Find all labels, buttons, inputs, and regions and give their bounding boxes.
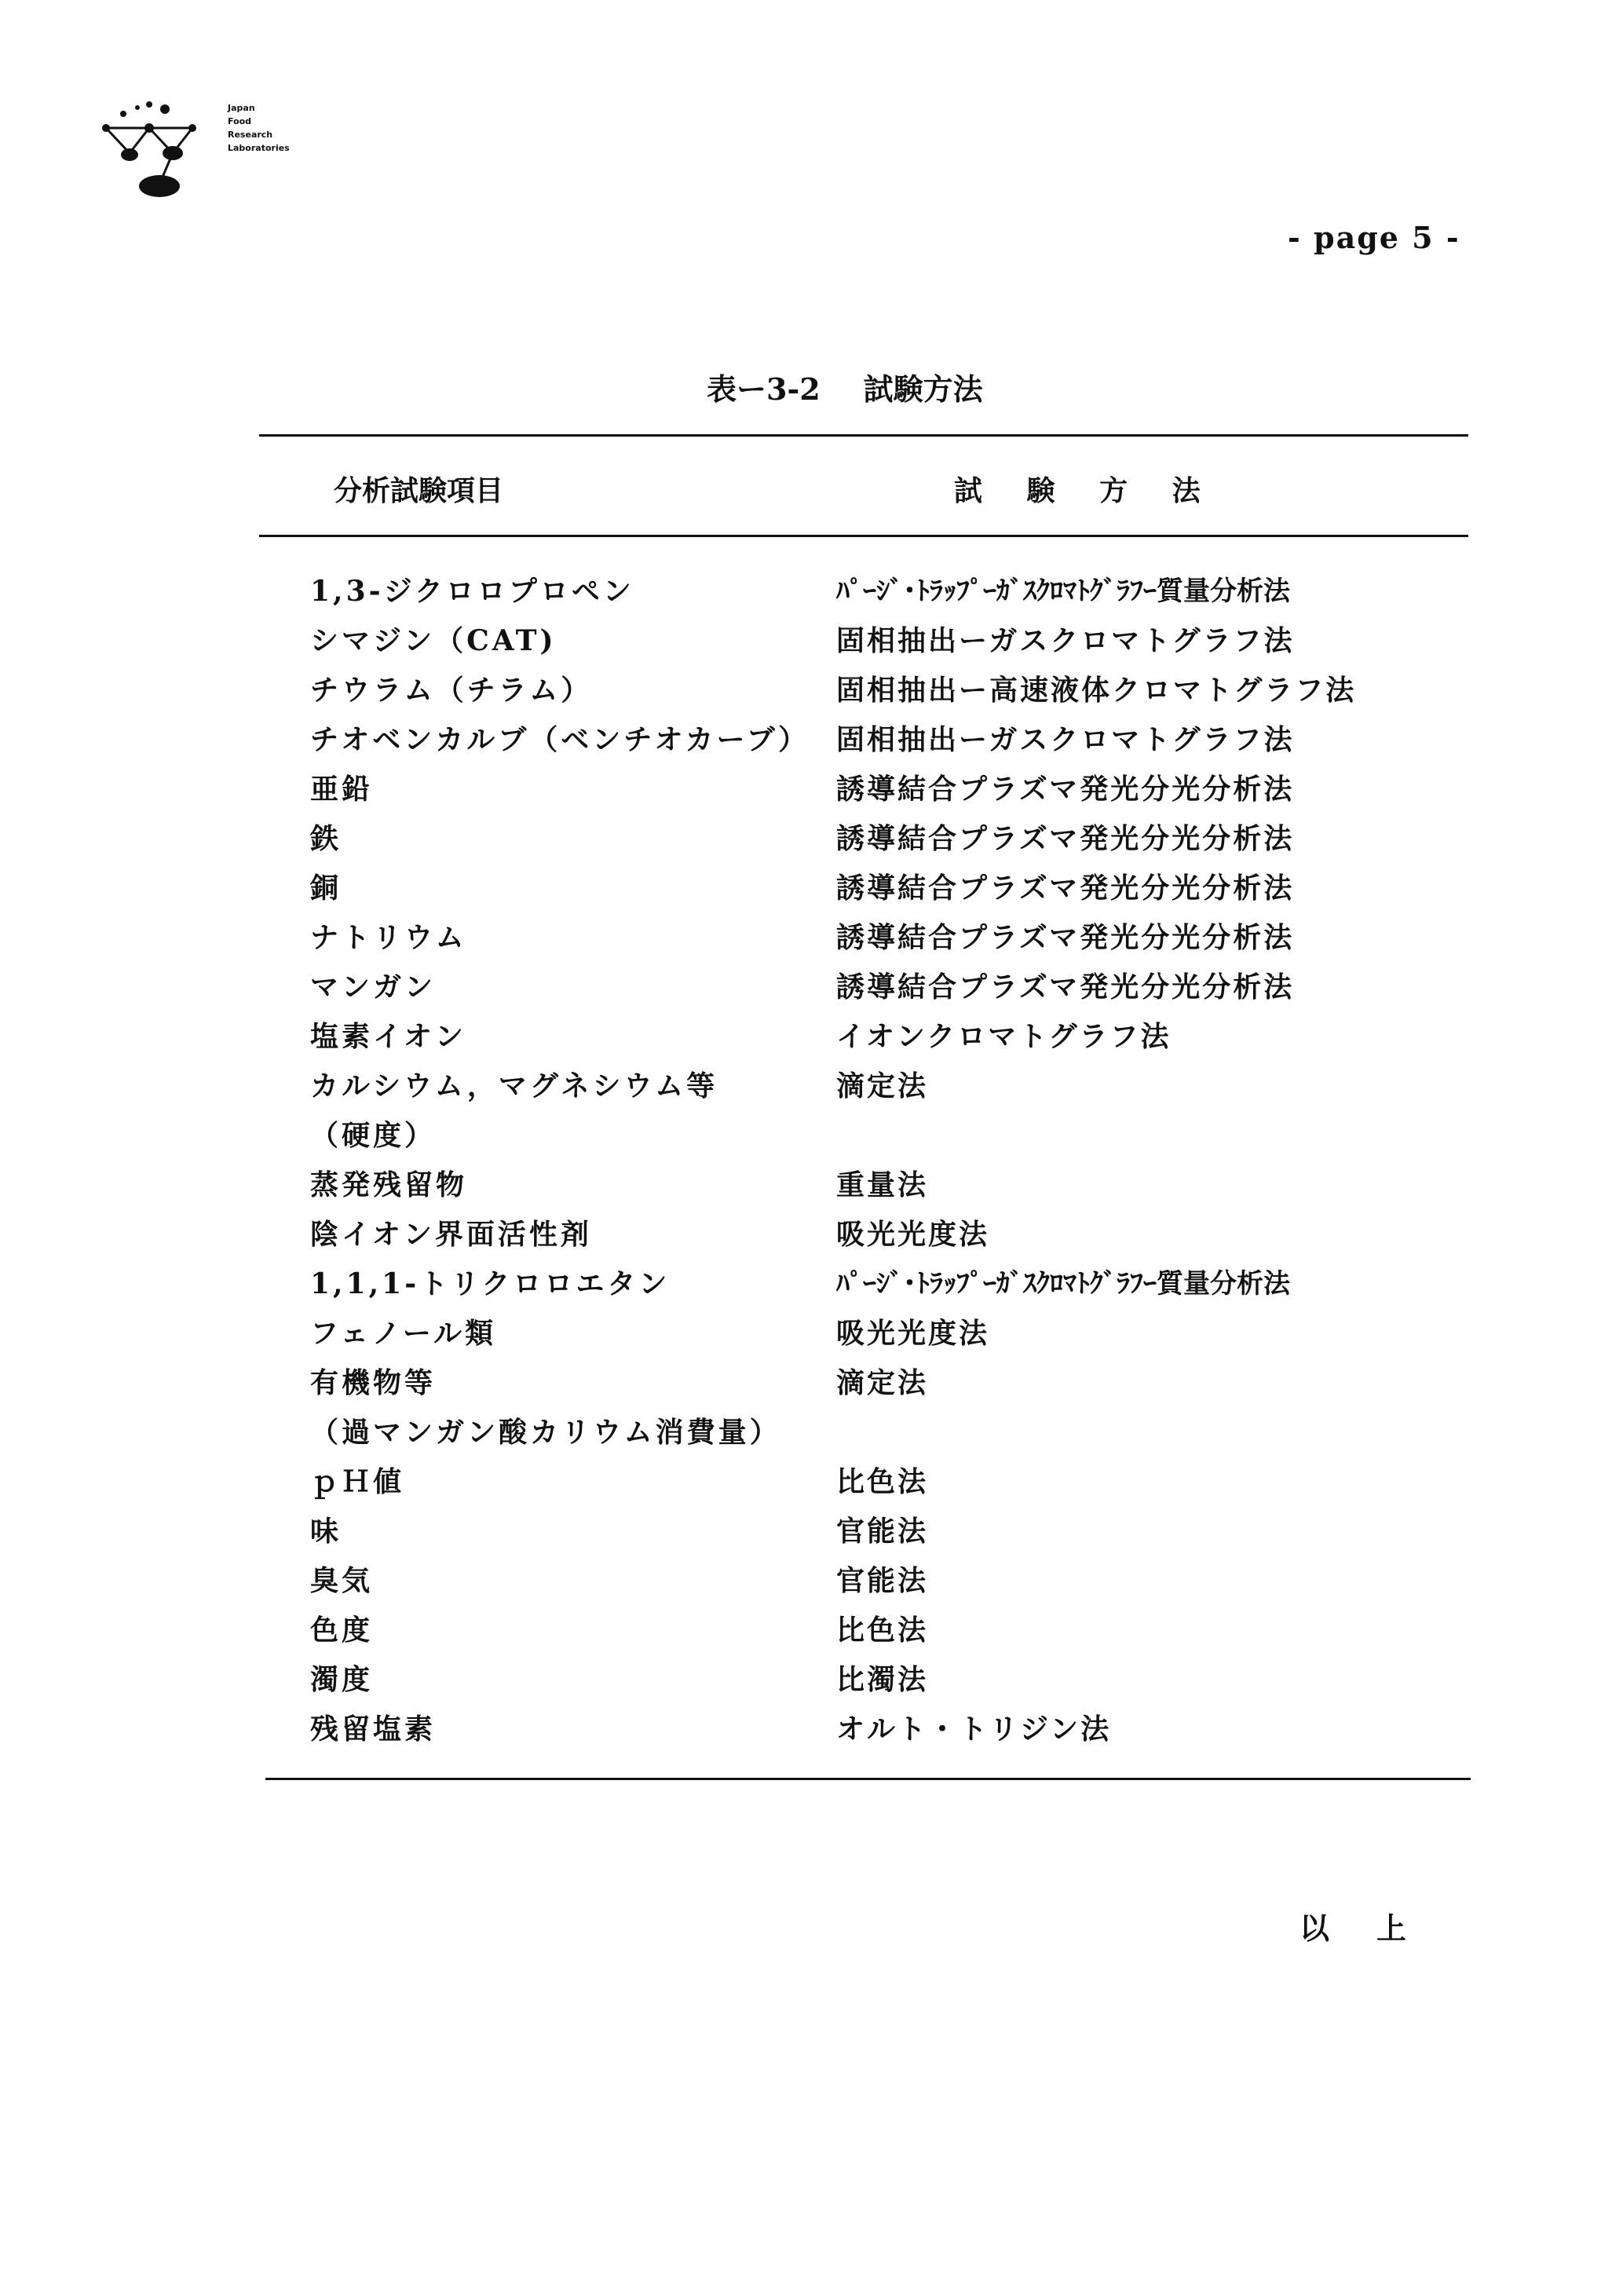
analysis-item: 陰イオン界面活性剤: [310, 1218, 592, 1251]
page-number: - page 5 -: [1288, 220, 1460, 255]
test-method: 滴定法: [836, 1069, 929, 1102]
logo-line: Food: [228, 116, 252, 126]
analysis-item: 蒸発残留物: [310, 1168, 468, 1201]
analysis-item: チオベンカルブ（ベンチオカーブ）: [310, 723, 810, 756]
analysis-item: フェノール類: [310, 1317, 497, 1350]
test-method: ﾊﾟｰｼﾞ･ﾄﾗｯﾌﾟｰｶﾞｽｸﾛﾏﾄｸﾞﾗﾌｰ質量分析法: [836, 1268, 1290, 1300]
test-method: 誘導結合プラズマ発光分光分析法: [836, 971, 1295, 1004]
logo-line: Laboratories: [228, 143, 290, 153]
analysis-item: （硬度）: [310, 1119, 437, 1152]
analysis-item: 有機物等: [310, 1366, 437, 1399]
lab-logo: [90, 98, 326, 212]
table-row: [310, 864, 1457, 913]
molecule-logo-icon: [90, 98, 224, 200]
test-method: 比色法: [836, 1614, 929, 1647]
test-method: 誘導結合プラズマ発光分光分析法: [836, 773, 1295, 806]
test-method: オルト・トリジン法: [836, 1713, 1112, 1746]
table-row: [310, 715, 1457, 765]
column-header-item: 分析試験項目: [334, 474, 504, 507]
analysis-item: 1,1,1-トリクロロエタン: [310, 1267, 671, 1300]
table-row: [310, 814, 1457, 864]
analysis-item: カルシウム，マグネシウム等: [310, 1069, 718, 1102]
table-header-rule: [259, 535, 1468, 537]
test-method: 固相抽出ー高速液体クロマトグラフ法: [836, 674, 1357, 707]
analysis-item: 銅: [310, 872, 342, 905]
table-row: [310, 1111, 1457, 1161]
analysis-item: ナトリウム: [310, 921, 467, 954]
table-body: [310, 567, 1457, 1754]
table-row: [310, 1655, 1457, 1705]
test-method: 固相抽出ーガスクロマトグラフ法: [836, 723, 1295, 756]
test-method: 官能法: [836, 1515, 929, 1548]
table-row: [310, 1408, 1457, 1457]
logo-line: Research: [228, 130, 273, 140]
test-method: 比色法: [836, 1465, 929, 1498]
test-method: 誘導結合プラズマ発光分光分析法: [836, 921, 1295, 954]
analysis-item: 残留塩素: [310, 1713, 437, 1746]
test-method: 固相抽出ーガスクロマトグラフ法: [836, 624, 1295, 657]
table-row: [310, 1062, 1457, 1111]
analysis-item: 臭気: [310, 1564, 374, 1597]
analysis-item: ｐＨ値: [310, 1465, 405, 1498]
table-row: [310, 616, 1457, 666]
analysis-item: 亜鉛: [310, 773, 374, 806]
table-row: [310, 1606, 1457, 1655]
analysis-item: 濁度: [310, 1663, 374, 1696]
table-row: [310, 1358, 1457, 1408]
table-number: 表ー3-2: [707, 371, 821, 407]
table-row: [310, 666, 1457, 715]
test-method: 官能法: [836, 1564, 929, 1597]
test-method: 滴定法: [836, 1366, 929, 1399]
test-method: 吸光光度法: [836, 1218, 990, 1251]
test-method: 比濁法: [836, 1663, 929, 1696]
column-header-method: 試 験 方 法: [954, 474, 1218, 507]
test-method: 誘導結合プラズマ発光分光分析法: [836, 872, 1295, 905]
table-top-rule: [259, 434, 1468, 437]
analysis-item: 味: [310, 1515, 342, 1548]
table-row: [310, 1309, 1457, 1358]
closing-mark: 以上: [1299, 1910, 1454, 1946]
table-row: [310, 963, 1457, 1012]
logo-line: Japan: [228, 103, 255, 113]
table-row: [310, 1556, 1457, 1606]
table-caption: 試験方法: [863, 371, 983, 407]
analysis-item: 塩素イオン: [310, 1020, 466, 1053]
test-method: イオンクロマトグラフ法: [836, 1020, 1172, 1053]
table-row: [310, 1457, 1457, 1507]
analysis-item: 色度: [310, 1614, 374, 1647]
table-row: [310, 913, 1457, 963]
test-method: 吸光光度法: [836, 1317, 990, 1350]
table-row: [310, 1210, 1457, 1260]
analysis-item: 鉄: [310, 822, 342, 855]
table-row: [310, 1260, 1457, 1309]
table-row: [310, 1705, 1457, 1754]
analysis-item: シマジン（CAT): [310, 624, 557, 657]
test-method: 重量法: [836, 1168, 929, 1201]
analysis-item: マンガン: [310, 971, 437, 1004]
test-method: ﾊﾟｰｼﾞ･ﾄﾗｯﾌﾟｰｶﾞｽｸﾛﾏﾄｸﾞﾗﾌｰ質量分析法: [836, 576, 1290, 607]
table-row: [310, 765, 1457, 814]
table-row: [310, 1507, 1457, 1556]
table-row: [310, 1161, 1457, 1210]
analysis-item: チウラム（チラム）: [310, 674, 593, 707]
table-row: [310, 1012, 1457, 1062]
table-title: [707, 365, 983, 408]
analysis-item: （過マンガン酸カリウム消費量）: [310, 1416, 781, 1449]
table-bottom-rule: [265, 1778, 1471, 1780]
analysis-item: 1,3-ジクロロプロペン: [310, 575, 634, 608]
table-row: [310, 567, 1457, 616]
logo-text: [228, 101, 290, 155]
test-method: 誘導結合プラズマ発光分光分析法: [836, 822, 1295, 855]
